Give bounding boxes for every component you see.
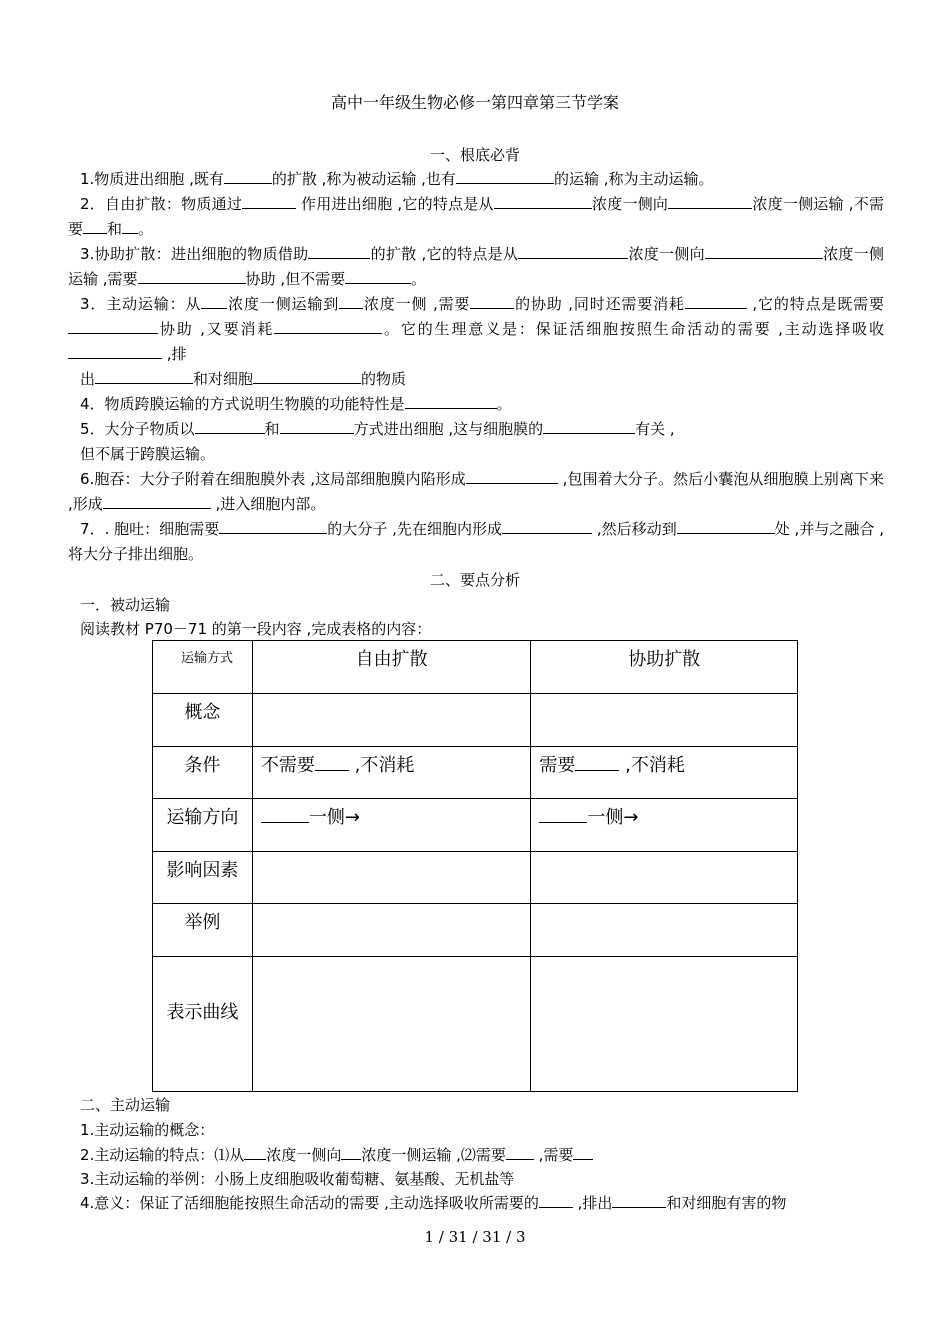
blank [573, 1143, 593, 1160]
blank [315, 752, 349, 771]
q4-text-l: 和对细胞 [193, 370, 254, 388]
table-row [153, 694, 798, 747]
q4-text-m: 的物质 [361, 370, 407, 388]
question-6-cont: 但不属于跨膜运输。 [80, 445, 216, 463]
q7-text-c: 上别离下来 ,形成 [68, 470, 884, 513]
blank [405, 392, 497, 409]
q7-text-a: 6.胞吞：大分子附着在细胞膜外表 ,这局部细胞膜内陷形成 [80, 470, 466, 488]
blank [280, 417, 354, 434]
blank [195, 417, 265, 434]
q8-text-d: 处 ,并与 [774, 520, 830, 538]
cell-text: ,不消耗 [619, 755, 685, 776]
q4-text-g: 协助 ,又要消耗 [158, 320, 275, 338]
blank [224, 167, 272, 184]
q3-text-f: 协助 ,但不需要 [245, 270, 346, 288]
a2-text-d: ,需要 [533, 1146, 574, 1164]
section-heading-basics: 一、根底必背 [429, 146, 520, 164]
question-8 [68, 517, 884, 567]
blank [201, 292, 227, 309]
column-header-free-diffusion: 自由扩散 [252, 641, 531, 694]
table-row [153, 957, 798, 1092]
table-cell[interactable] [252, 694, 531, 747]
blank [345, 267, 411, 284]
blank [68, 317, 158, 334]
table-cell[interactable] [252, 957, 531, 1092]
blank [242, 192, 296, 209]
question-2 [68, 192, 884, 242]
table-cell[interactable] [252, 747, 531, 799]
row-label: 影响因素 [153, 852, 253, 904]
blank [341, 1143, 361, 1160]
q2-text-g: 。 [138, 220, 154, 238]
q1-text-b: 的扩散 ,称为被动运输 ,也有 [271, 170, 456, 188]
q2-text-f: 和 [107, 220, 123, 238]
q7-text-d: ,进入细胞内部。 [210, 495, 326, 513]
cell-text: 一侧→ [308, 807, 360, 828]
q4-text-k: 出 [80, 370, 96, 388]
q4-text-e: ,它的特点是 [746, 295, 838, 313]
question-4-cont [68, 367, 884, 392]
q1-text-c: 的运输 ,称为主动运输。 [553, 170, 714, 188]
blank [95, 367, 193, 384]
a2-text-a: 2.主动运输的特点：⑴从 [80, 1146, 245, 1164]
q4-text-f: 既需要 [837, 295, 884, 313]
page-number-footer: 1 / 31 / 31 / 3 [424, 1228, 526, 1246]
q4-text-d: 的协助 ,同时还需要消耗 [514, 295, 685, 313]
subheading-passive-transport: 一．被动运输 [80, 596, 171, 614]
row-label: 运输方向 [153, 799, 253, 852]
a4-text-b: ,排出 [572, 1194, 613, 1212]
blank [677, 517, 775, 534]
table-cell[interactable] [531, 694, 798, 747]
q6-text-c: 方式进出细胞 ,这与细胞膜的 [353, 420, 544, 438]
row-label: 表示曲线 [153, 957, 253, 1092]
q3-text-d: 浓 [822, 245, 839, 263]
q2-text-e: 输 ,不需要 [68, 195, 884, 238]
q8-text-b: 的大分子 ,先在细胞内形成 [327, 520, 503, 538]
q2-text-c: 浓度一侧向 [591, 195, 669, 213]
q5-text-b: 。 [496, 395, 512, 413]
blank [103, 492, 211, 509]
active-item-2 [68, 1143, 884, 1168]
table-cell[interactable] [531, 904, 798, 957]
blank [506, 1143, 534, 1160]
blank [308, 242, 370, 259]
blank [668, 192, 752, 209]
blank [575, 752, 619, 771]
cell-text: 不需要 [260, 755, 315, 776]
blank [470, 292, 514, 309]
q7-text-b: ,包围着大分子。然后小囊泡从细胞膜 [557, 470, 809, 488]
active-item-1: 1.主动运输的概念： [80, 1121, 215, 1139]
subheading-active-transport: 二、主动运输 [80, 1096, 171, 1114]
q4-text-i: 择吸收 [835, 320, 884, 338]
table-row [153, 747, 798, 799]
question-7 [68, 467, 884, 517]
q8-text-c: ,然后移动到 [592, 520, 677, 538]
blank [705, 242, 823, 259]
q8-text-a: 7．. 胞吐：细胞需要 [80, 520, 220, 538]
instruction-text: 阅读教材 P70－71 的第一段内容 ,完成表格的内容： [80, 620, 432, 638]
table-cell[interactable] [252, 904, 531, 957]
blank [261, 804, 309, 823]
table-row [153, 799, 798, 852]
blank [219, 517, 327, 534]
table-row [153, 904, 798, 957]
blank [244, 1143, 266, 1160]
q4-text-a: 3．主动运输：从 [80, 295, 202, 313]
table-row [153, 852, 798, 904]
row-label: 举例 [153, 904, 253, 957]
q1-text-a: 1.物质进出细胞 ,既有 [80, 170, 224, 188]
table-cell[interactable] [531, 747, 798, 799]
row-label: 条件 [153, 747, 253, 799]
blank [68, 342, 162, 359]
q6-text-b: 和 [264, 420, 280, 438]
table-header-row [153, 641, 798, 694]
q3-text-b: 的扩散 ,它的特点是从 [370, 245, 519, 263]
q2-text-b: 作用进出细胞 ,它的特点是从 [296, 195, 494, 213]
question-6 [68, 417, 884, 442]
question-5 [68, 392, 884, 417]
blank [83, 217, 107, 234]
cell-text: 需要 [539, 755, 576, 776]
question-4 [68, 292, 884, 367]
table-cell[interactable] [252, 799, 531, 852]
q6-text-a: 5．大分子物质以 [80, 420, 195, 438]
document-title: 高中一年级生物必修一第四章第三节学案 [330, 93, 619, 112]
q4-text-c: 浓度一侧 ,需要 [363, 295, 471, 313]
table-cell[interactable] [531, 852, 798, 904]
table-cell[interactable] [252, 852, 531, 904]
q3-text-g: 。 [411, 270, 427, 288]
table-cell[interactable] [531, 799, 798, 852]
cell-text: ,不消耗 [348, 755, 415, 776]
active-item-3: 3.主动运输的举例：小肠上皮细胞吸收葡萄糖、氨基酸、无机盐等 [80, 1170, 515, 1188]
q4-text-h: 。它的生理意义是：保证活细胞按照生命活动的需要 ,主动选 [382, 320, 836, 338]
a4-text-a: 4.意义：保证了活细胞能按照生命活动的需要 ,主动选择吸收所需要的 [80, 1194, 539, 1212]
question-1 [68, 167, 884, 192]
blank [466, 467, 558, 484]
question-3 [68, 242, 884, 292]
q5-text-a: 4．物质跨膜运输的方式说明生物膜的功能特性是 [80, 395, 405, 413]
q3-text-e: 度一侧运输 ,需要 [68, 245, 884, 288]
q3-text-a: 3.协助扩散：进出细胞的物质借助 [80, 245, 309, 263]
blank [612, 1191, 666, 1208]
blank [685, 292, 747, 309]
blank [339, 292, 363, 309]
transport-comparison-table [152, 640, 798, 1092]
blank [494, 192, 592, 209]
a4-text-c: 和对细胞有害的物 [666, 1194, 787, 1212]
table-cell[interactable] [531, 957, 798, 1092]
a2-text-b: 浓度一侧向 [266, 1146, 342, 1164]
blank [456, 167, 554, 184]
blank [518, 242, 628, 259]
blank [122, 217, 138, 234]
q2-text-a: 2．自由扩散：物质通过 [80, 195, 243, 213]
table-corner-label: 运输方式 [153, 641, 253, 694]
q2-text-d: 浓度一侧运 [752, 195, 829, 213]
q3-text-c: 浓度一侧向 [628, 245, 705, 263]
blank [539, 804, 587, 823]
row-label: 概念 [153, 694, 253, 747]
blank [138, 267, 246, 284]
a2-text-c: 浓度一侧运输 ,⑵需要 [361, 1146, 506, 1164]
cell-text: 一侧→ [587, 807, 639, 828]
blank [543, 417, 635, 434]
column-header-facilitated-diffusion: 协助扩散 [531, 641, 798, 694]
q4-text-b: 浓度一侧运输到 [227, 295, 340, 313]
q8-text-e: 之融合 ,将大分子排出细胞。 [68, 520, 884, 563]
q6-text-d: 有关 , [635, 420, 675, 438]
q4-text-j: ,排 [162, 345, 187, 363]
blank [539, 1191, 573, 1208]
blank [253, 367, 361, 384]
active-item-4 [68, 1191, 884, 1216]
section-heading-analysis: 二、要点分析 [429, 571, 520, 589]
blank [274, 317, 382, 334]
blank [502, 517, 592, 534]
